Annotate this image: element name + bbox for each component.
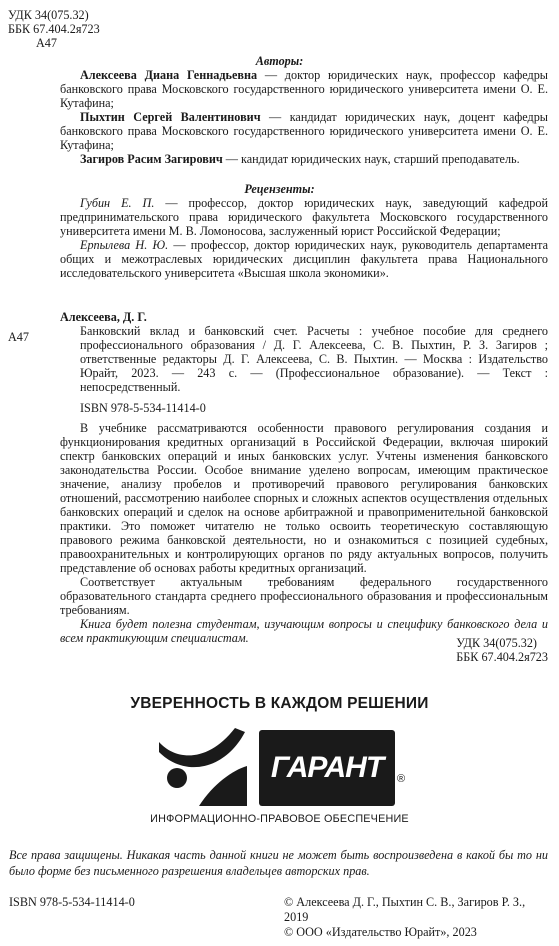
author-name: Алексеева Диана Геннадьевна: [80, 68, 258, 82]
reviewer-name: Губин Е. П.: [80, 196, 155, 210]
bottom-udk: УДК 34(075.32): [456, 636, 537, 650]
catalog-side-code: А47: [8, 330, 29, 344]
catalog-isbn: ISBN 978-5-534-11414-0: [80, 401, 206, 415]
garant-logo-text: ГАРАНТ: [270, 751, 384, 784]
annotation-paragraph: В учебнике рассматриваются особенности правового регулирования создания и функционирования кредитных организаций в Российской Федерации, включая широкий спектр банковских операций и иных банковских услуг. Учтены изменения банковского законодательства России. Особое внимание уделено вопросам, имеющим практическое значение, анализу пробелов и противоречий правового регулирования банковских отношений, рассмотрению наиболее спорных и сложных аспектов осуществления отдельных банковских операций и сделок на основе арбитражной и правоприменительной банковской практики. Это поможет читателю не только освоить теоретическую составляющую правового режима банковской деятельности, но и ознакомиться с позицией судебных, правоохранительных и контролирующих органов по ряду актуальных вопросов, получить представление об основах работы кредитных организаций.: [60, 421, 548, 575]
authors-block: [60, 68, 548, 166]
bottom-codes: [456, 636, 548, 664]
author-name: Пыхтин Сергей Валентинович: [80, 110, 261, 124]
top-codes: [8, 8, 100, 50]
author-desc: — кандидат юридических наук, доцент кафедры банковского права Московского государственного юридического университета имени О. Е. Кутафина;: [60, 110, 548, 152]
catalog-main-author: Алексеева, Д. Г.: [60, 310, 147, 324]
annotation-block: [60, 421, 548, 645]
garant-subtitle: ИНФОРМАЦИОННО-ПРАВОВОЕ ОБЕСПЕЧЕНИЕ: [150, 813, 409, 825]
annotation-paragraph: Соответствует актуальным требованиям федерального государственного образовательного стандарта среднего профессионального образования и профессиональным требованиям.: [60, 575, 548, 617]
footer-copyrights: [284, 895, 548, 940]
reviewer-entry: [60, 238, 548, 280]
authors-heading: Авторы:: [255, 54, 304, 68]
reviewers-heading: Рецензенты:: [244, 182, 315, 196]
garant-slogan: УВЕРЕННОСТЬ В КАЖДОМ РЕШЕНИИ: [130, 695, 429, 712]
reviewer-desc: — профессор, доктор юридических наук, руководитель департамента общих и межотраслевых юридических дисциплин факультета права Национального исследовательского университета «Высшая школа экономики».: [60, 238, 548, 280]
bottom-bbk: ББК 67.404.2я723: [456, 650, 548, 664]
author-entry: [60, 152, 548, 166]
catalog-description: Банковский вклад и банковский счет. Расчеты : учебное пособие для среднего профессионального образования / Д. Г. Алексеева, С. В. Пыхтин, Р. З. Загиров ; ответственные редакторы Д. Г. Алексеева, С. В. Пыхтин. — Москва : Издательство Юрайт, 2023. — 243 с. — (Профессиональное образование). — Текст : непосредственный.: [80, 324, 548, 394]
author-entry: [60, 110, 548, 152]
author-desc: — кандидат юридических наук, старший преподаватель.: [222, 152, 520, 166]
author-entry: [60, 68, 548, 110]
footer-isbn: ISBN 978-5-534-11414-0: [9, 895, 135, 909]
garant-logo-box: [259, 730, 395, 806]
reviewer-name: Ерпылева Н. Ю.: [80, 238, 169, 252]
annotation-paragraph: Книга будет полезна студентам, изучающим вопросы и специфику банковского дела и всем практикующим специалистам.: [60, 617, 548, 645]
author-desc: — доктор юридических наук, профессор кафедры банковского права Московского государственного юридического университета имени О. Е. Кутафина;: [60, 68, 548, 110]
rights-notice: Все права защищены. Никакая часть данной книги не может быть воспроизведена в какой бы то ни было форме без письменного разрешения владельцев авторских прав.: [9, 848, 548, 878]
top-udk: УДК 34(075.32): [8, 8, 89, 22]
reviewers-block: [60, 196, 548, 280]
garant-emblem-icon: [155, 726, 247, 808]
top-author-code: А47: [36, 36, 57, 50]
reviewer-desc: — профессор, доктор юридических наук, заведующий кафедрой предпринимательского права юридического факультета Московского государственного университета имени М. В. Ломоносова, заслуженный юрист Российской Федерации;: [60, 196, 548, 238]
top-bbk: ББК 67.404.2я723: [8, 22, 100, 36]
reviewer-entry: [60, 196, 548, 238]
garant-registered-mark: ®: [397, 773, 406, 785]
copyright-publisher: © ООО «Издательство Юрайт», 2023: [284, 925, 477, 939]
author-name: Загиров Расим Загирович: [80, 152, 223, 166]
copyright-authors: © Алексеева Д. Г., Пыхтин С. В., Загиров Р. З., 2019: [284, 895, 526, 924]
